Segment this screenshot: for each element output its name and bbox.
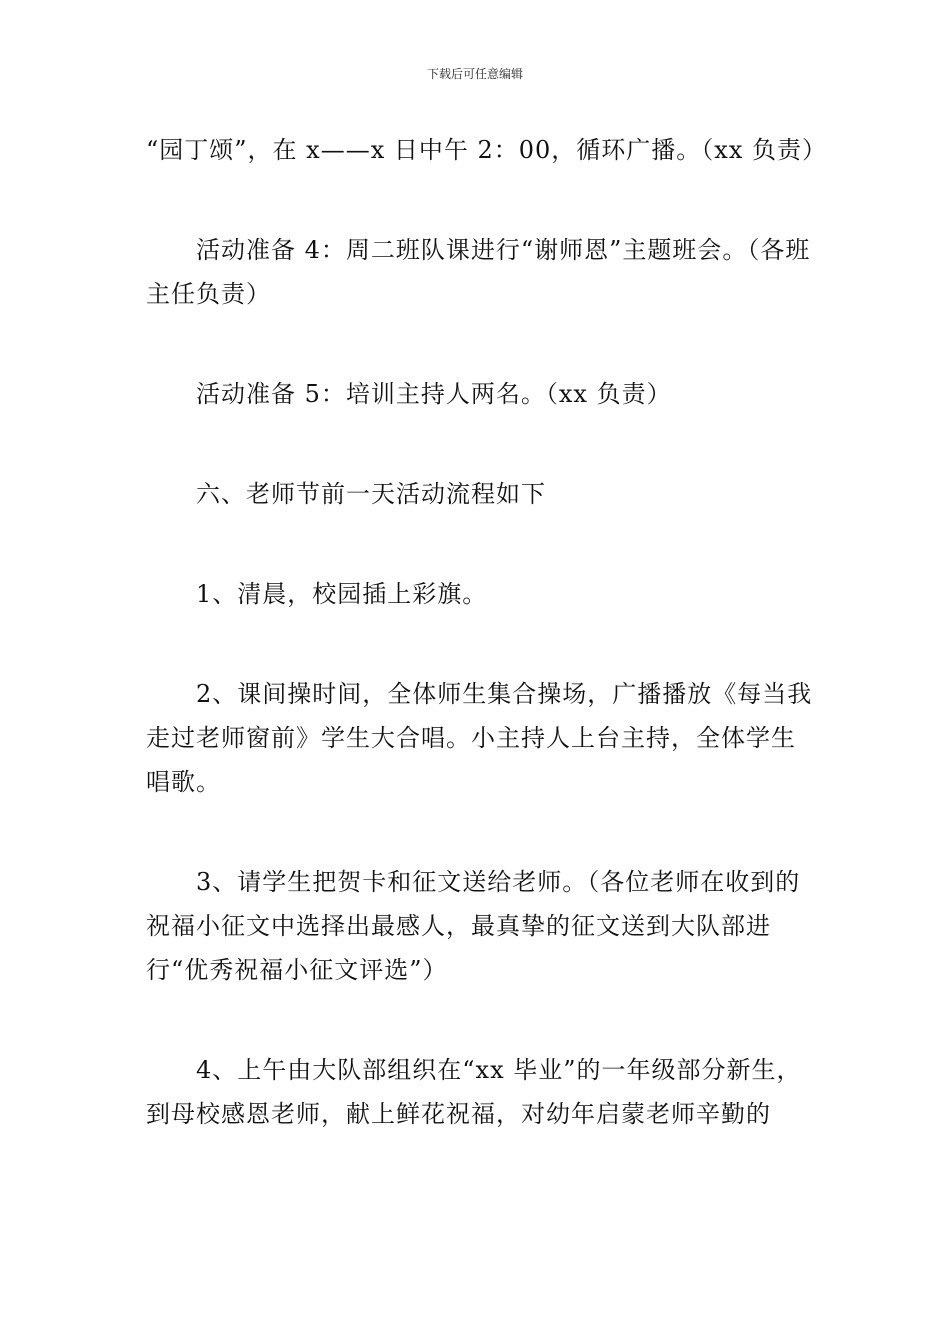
paragraph-3: 活动准备 5：培训主持人两名。（xx 负责） — [196, 380, 672, 408]
document-body — [146, 128, 828, 1136]
paragraph-5: 1、清晨，校园插上彩旗。 — [196, 580, 488, 608]
paragraph-2: 活动准备 4：周二班队课进行“谢师恩”主题班会。（各班主任负责） — [146, 236, 811, 308]
paragraph-1: “园丁颂”，在 x——x 日中午 2：00，循环广播。（xx 负责） — [146, 136, 828, 164]
paragraph-7: 3、请学生把贺卡和征文送给老师。（各位老师在收到的祝福小征文中选择出最感人，最真挚的征文送到大队部进行“优秀祝福小征文评选”） — [146, 868, 801, 984]
paragraph-8: 4、上午由大队部组织在“xx 毕业”的一年级部分新生，到母校感恩老师，献上鲜花祝福，对幼年启蒙老师辛勤的 — [146, 1056, 802, 1128]
paragraph-4: 六、老师节前一天活动流程如下 — [196, 480, 546, 508]
paragraph-6: 2、课间操时间，全体师生集合操场，广播播放《每当我走过老师窗前》学生大合唱。小主持人上台主持，全体学生唱歌。 — [146, 680, 813, 796]
page-header-note: 下载后可任意编辑 — [426, 67, 523, 81]
